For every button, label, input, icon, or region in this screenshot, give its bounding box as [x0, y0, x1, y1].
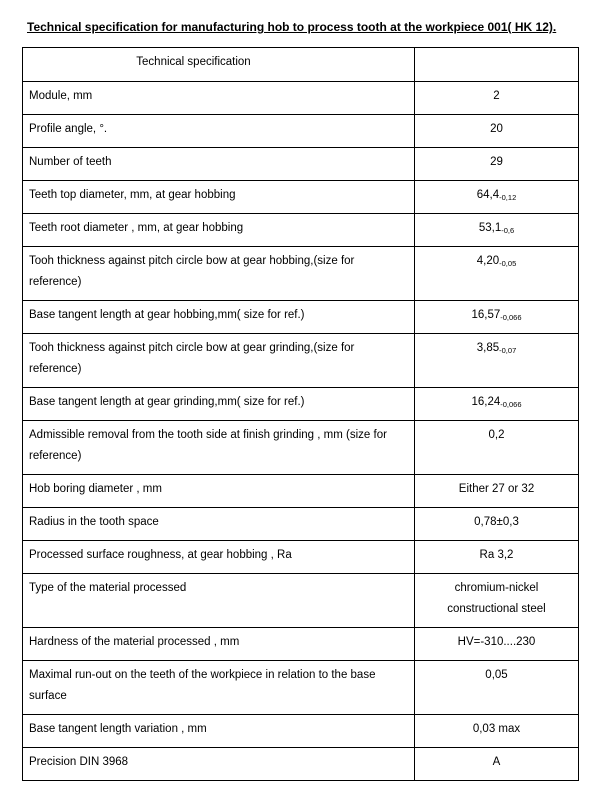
spec-row	[23, 541, 579, 574]
spec-value-cell	[415, 541, 579, 574]
spec-row	[23, 82, 579, 115]
spec-label: Admissible removal from the tooth side at finish grinding , mm (size for reference)	[23, 421, 415, 475]
spec-tolerance: -0,05	[499, 259, 517, 268]
spec-row	[23, 508, 579, 541]
spec-value-cell	[415, 181, 579, 214]
spec-value: 3,85	[476, 342, 500, 354]
spec-row	[23, 628, 579, 661]
spec-value-cell	[415, 115, 579, 148]
spec-value-cell	[415, 508, 579, 541]
spec-row	[23, 748, 579, 781]
spec-row	[23, 148, 579, 181]
spec-value: 0,2	[488, 429, 505, 441]
spec-label: Profile angle, °.	[23, 115, 415, 148]
spec-value-cell	[415, 475, 579, 508]
spec-value-cell	[415, 715, 579, 748]
spec-row	[23, 574, 579, 628]
spec-row	[23, 301, 579, 334]
spec-row	[23, 715, 579, 748]
spec-label: Tooh thickness against pitch circle bow at gear grinding,(size for reference)	[23, 334, 415, 388]
spec-label: Base tangent length variation , mm	[23, 715, 415, 748]
spec-value: HV=-310....230	[457, 636, 536, 648]
spec-row	[23, 388, 579, 421]
spec-value: chromium-nickel constructional steel	[447, 582, 546, 615]
spec-row	[23, 181, 579, 214]
spec-header-row	[23, 48, 579, 82]
spec-tolerance: -0,6	[501, 226, 515, 235]
spec-row	[23, 475, 579, 508]
spec-table	[22, 47, 579, 781]
spec-value: 20	[490, 123, 503, 135]
spec-value: 4,20	[476, 255, 500, 267]
spec-label: Maximal run-out on the teeth of the workpiece in relation to the base surface	[23, 661, 415, 715]
spec-label: Hob boring diameter , mm	[23, 475, 415, 508]
spec-label: Tooh thickness against pitch circle bow at gear hobbing,(size for reference)	[23, 247, 415, 301]
spec-value-cell	[415, 148, 579, 181]
spec-label: Teeth top diameter, mm, at gear hobbing	[23, 181, 415, 214]
spec-value: Ra 3,2	[479, 549, 514, 561]
spec-label: Module, mm	[23, 82, 415, 115]
spec-row	[23, 214, 579, 247]
spec-value-cell	[415, 661, 579, 715]
document-title: Technical specification for manufacturing hob to process tooth at the workpiece 001( HK 12).	[27, 20, 557, 34]
spec-row	[23, 421, 579, 475]
spec-value-cell	[415, 748, 579, 781]
spec-value-cell	[415, 82, 579, 115]
spec-value-cell	[415, 421, 579, 475]
spec-label: Number of teeth	[23, 148, 415, 181]
spec-row	[23, 334, 579, 388]
spec-value: 0,78±0,3	[474, 516, 519, 528]
spec-label: Precision DIN 3968	[23, 748, 415, 781]
spec-value-cell	[415, 247, 579, 301]
spec-value: A	[492, 756, 501, 768]
spec-header-value	[415, 48, 579, 82]
spec-value: 2	[493, 90, 500, 102]
spec-header-label: Technical specification	[23, 48, 415, 82]
spec-value: 0,03 max	[472, 723, 521, 735]
spec-tolerance: -0,066	[500, 400, 522, 409]
spec-value: 16,24	[471, 396, 501, 408]
spec-value: 53,1	[478, 222, 502, 234]
spec-label: Hardness of the material processed , mm	[23, 628, 415, 661]
spec-label: Teeth root diameter , mm, at gear hobbing	[23, 214, 415, 247]
spec-label: Radius in the tooth space	[23, 508, 415, 541]
spec-value-cell	[415, 388, 579, 421]
spec-value: 16,57	[471, 309, 501, 321]
spec-value-cell	[415, 574, 579, 628]
spec-label: Processed surface roughness, at gear hobbing , Ra	[23, 541, 415, 574]
spec-row	[23, 115, 579, 148]
spec-value-cell	[415, 214, 579, 247]
spec-label: Base tangent length at gear grinding,mm( size for ref.)	[23, 388, 415, 421]
spec-value: 29	[490, 156, 503, 168]
spec-row	[23, 661, 579, 715]
spec-value-cell	[415, 628, 579, 661]
spec-value: Either 27 or 32	[458, 483, 535, 495]
spec-value: 64,4	[476, 189, 500, 201]
spec-tolerance: -0,07	[499, 346, 517, 355]
spec-value: 0,05	[485, 669, 508, 681]
spec-tolerance: -0,066	[500, 313, 522, 322]
spec-label: Base tangent length at gear hobbing,mm( size for ref.)	[23, 301, 415, 334]
spec-tolerance: -0,12	[499, 193, 517, 202]
spec-value-cell	[415, 334, 579, 388]
spec-value-cell	[415, 301, 579, 334]
spec-label: Type of the material processed	[23, 574, 415, 628]
spec-row	[23, 247, 579, 301]
